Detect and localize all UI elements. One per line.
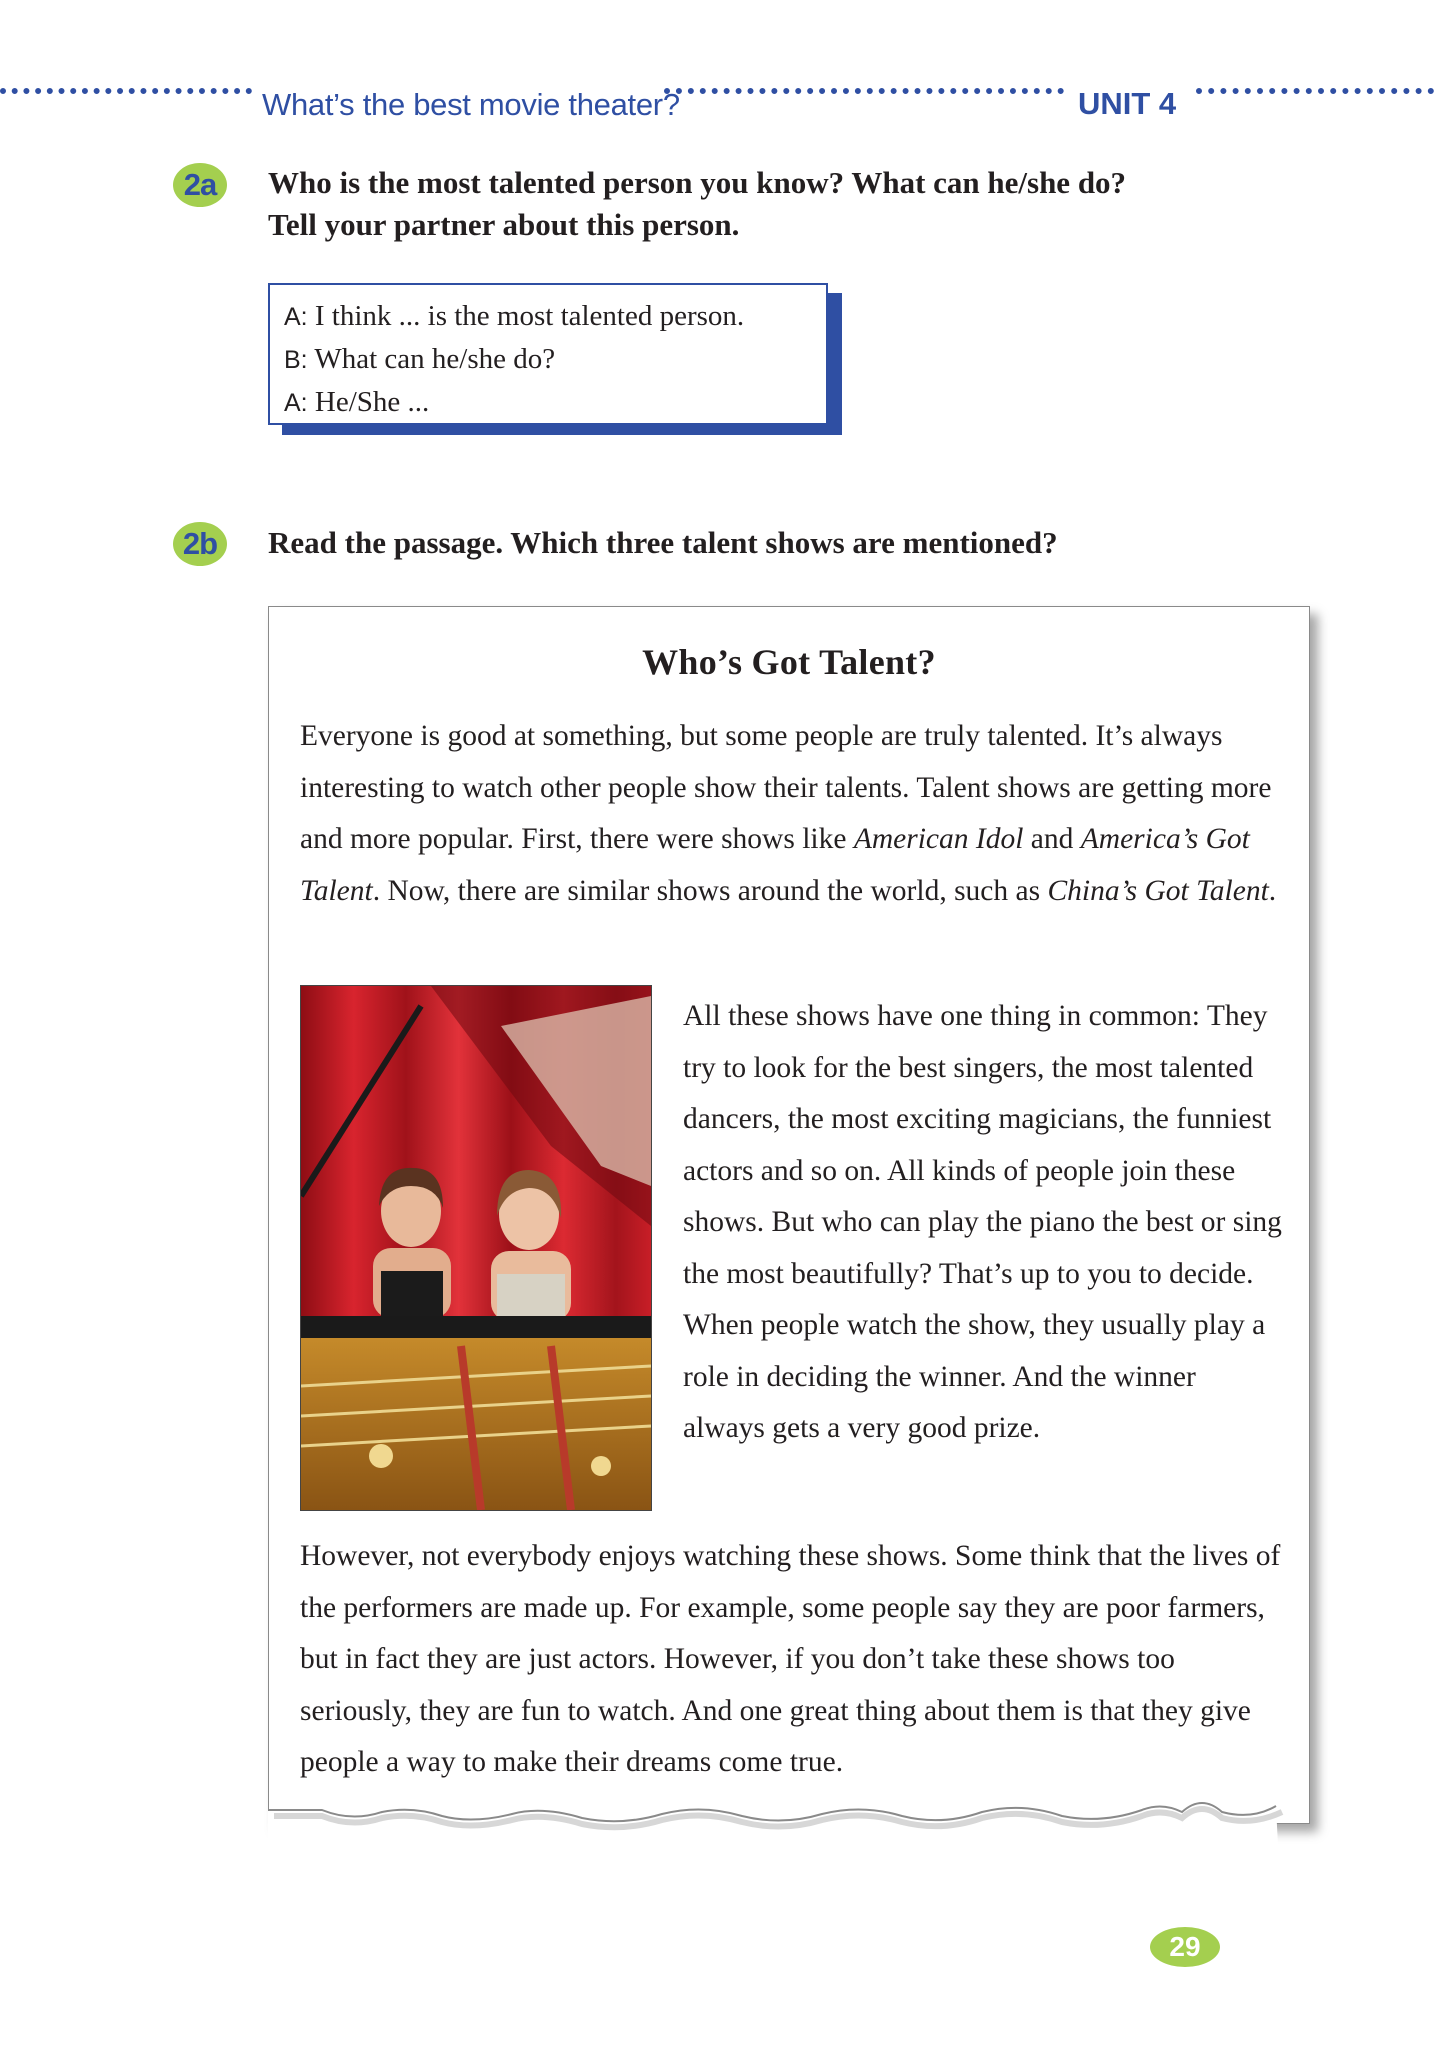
dialog-speaker: A: bbox=[284, 389, 308, 417]
show-title: America’s Got Talent bbox=[300, 823, 1250, 907]
passage-paragraph-2: All these shows have one thing in common: They try to look for the best singers, the most talented dancers, the most exciting magicians, the funniest actors and so on. All kinds of people join these shows. But who can play the piano the best or sing the most beautifully? That’s up to you to decide. When people watch the show, they usually play a role in deciding the winner. And the winner always gets a very good prize. bbox=[683, 1000, 1282, 1444]
activity-2b-badge: 2b bbox=[173, 522, 227, 566]
header-dots-left bbox=[0, 88, 252, 94]
dialog-speaker: A: bbox=[284, 303, 308, 331]
dialog-text: What can he/she do? bbox=[314, 343, 556, 375]
show-title: American Idol bbox=[853, 823, 1024, 855]
page-number: 29 bbox=[1150, 1927, 1220, 1967]
activity-2a-badge: 2a bbox=[173, 163, 227, 207]
show-title: China’s Got Talent bbox=[1047, 874, 1269, 907]
passage-title: Who’s Got Talent? bbox=[642, 642, 936, 682]
passage-paragraph-3: However, not everybody enjoys watching these shows. Some think that the lives of the performers are made up. For example, some people say they are poor farmers, but in fact they are just actors. However, if you don’t take these shows too seriously, they are fun to watch. And one great thing about them is that they give people a way to make their dreams come true. bbox=[300, 1540, 1281, 1778]
dialog-line bbox=[284, 295, 812, 338]
dialog-text: He/She ... bbox=[314, 386, 430, 418]
dialog-speaker: B: bbox=[284, 346, 308, 374]
passage-paragraph-1 bbox=[300, 711, 1290, 917]
activity-2a-instruction bbox=[268, 162, 1126, 246]
lesson-title: What’s the best movie theater? bbox=[262, 87, 680, 122]
instruction-line-2: Tell your partner about this person. bbox=[268, 207, 740, 242]
header-dots-right bbox=[1196, 88, 1434, 94]
activity-2b-instruction: Read the passage. Which three talent shows are mentioned? bbox=[268, 525, 1058, 560]
p1-text: Everyone is good at something, but some people are truly talented. It’s always interesting to watch other people show their talents. Talent shows are getting more and more popular. First, there were shows like bbox=[300, 720, 1272, 855]
passage-card bbox=[268, 606, 1310, 1824]
p1-text: . Now, there are similar shows around the world, such as bbox=[372, 874, 1048, 907]
p1-text: and bbox=[1023, 823, 1081, 855]
instruction-line-1: Who is the most talented person you know? What can he/she do? bbox=[268, 165, 1127, 200]
dialog-line bbox=[284, 338, 812, 381]
dialog-line bbox=[284, 381, 812, 424]
unit-label: UNIT 4 bbox=[1078, 86, 1177, 121]
torn-edge-decoration bbox=[262, 1796, 1322, 1846]
piano-photo bbox=[300, 985, 652, 1511]
p1-text: . bbox=[1268, 874, 1277, 907]
header-dots-middle bbox=[664, 88, 1064, 94]
dialog-box bbox=[268, 283, 828, 425]
dialog-text: I think ... is the most talented person. bbox=[314, 300, 745, 332]
